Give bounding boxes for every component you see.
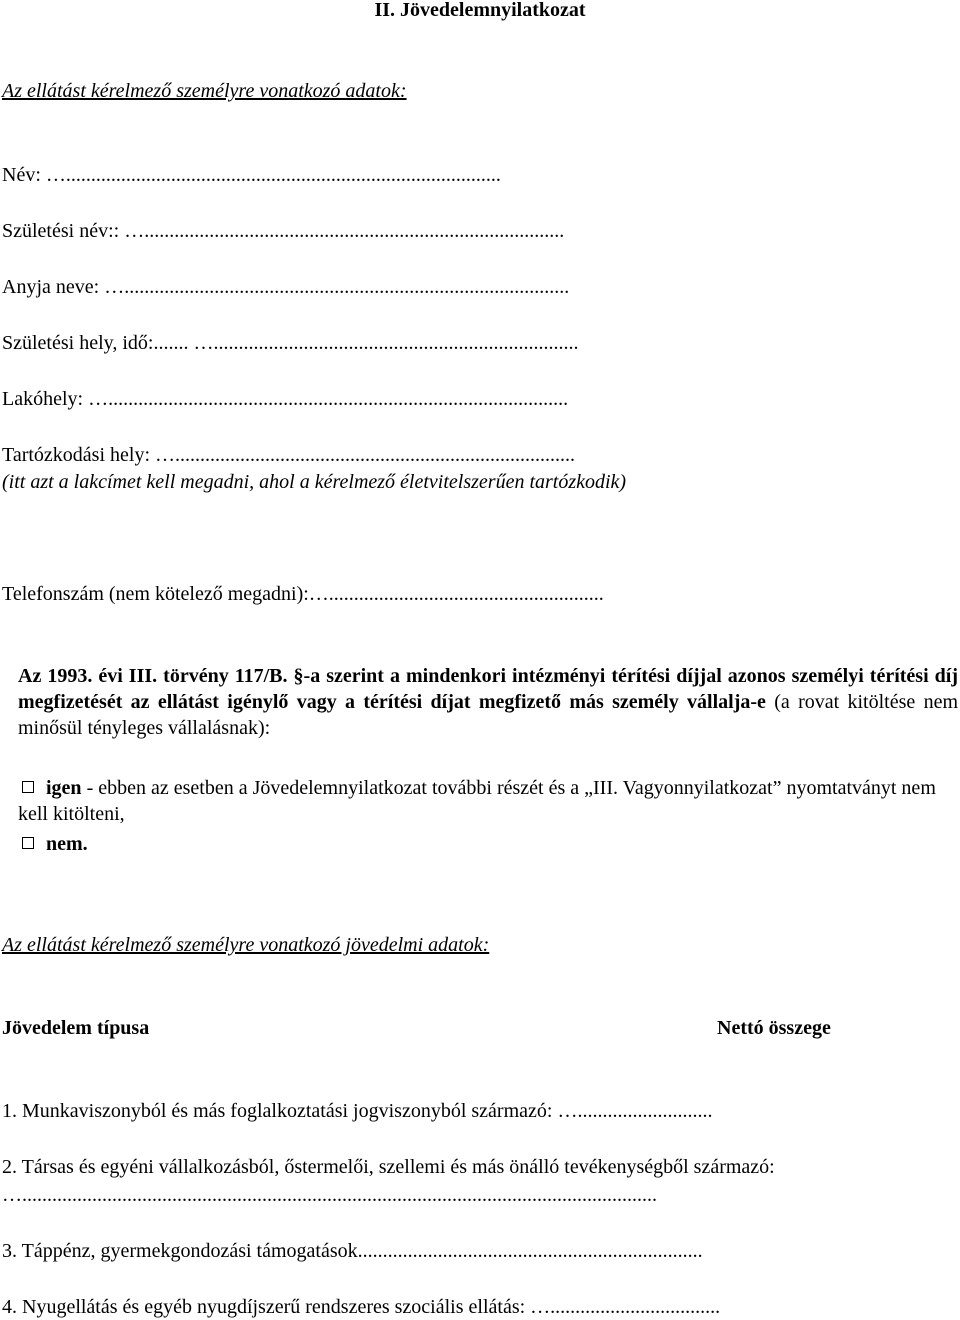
section-heading-personal-data: Az ellátást kérelmező személyre vonatkozó adatok:	[2, 80, 407, 102]
income-item-sick-pay: 3. Táppénz, gyermekgondozási támogatások.....................................................................	[2, 1240, 703, 1262]
field-birth-name: Születési név:: …....................................................................................	[2, 220, 565, 242]
field-mother-name: Anyja neve: ….........................................................................................	[2, 276, 570, 298]
column-income-type: Jövedelem típusa	[2, 1017, 150, 1039]
option-no-label: nem.	[46, 833, 88, 855]
option-yes-label: igen	[46, 777, 82, 799]
field-name: Név: ….......................................................................................	[2, 164, 501, 186]
field-birth-place-date: Születési hely, idő:....... ….........................................................................	[2, 332, 579, 354]
field-phone: Telefonszám (nem kötelező megadni):….......................................................	[2, 583, 604, 605]
field-residence: Lakóhely: …............................................................................................	[2, 388, 569, 410]
income-item-employment: 1. Munkaviszonyból és más foglalkoztatási jogviszonyból származó: …...........................	[2, 1100, 713, 1122]
income-item-enterprise-dots: …...............................................................................................................................	[2, 1184, 657, 1206]
declaration-bold-text: Az 1993. évi III. törvény 117/B. §-a szerint a mindenkori intézményi térítési díjjal azonos személyi térítési díj megfizetését az ellátást igénylő vagy a térítési díjat megfizető más személy vállalja-e	[18, 665, 958, 713]
field-temporary-residence: Tartózkodási hely: …................................................................................	[2, 444, 575, 466]
income-item-pension: 4. Nyugellátás és egyéb nyugdíjszerű rendszeres szociális ellátás: …..................................	[2, 1296, 721, 1318]
option-yes	[18, 775, 958, 827]
income-item-enterprise: 2. Társas és egyéni vállalkozásból, őstermelői, szellemi és más önálló tevékenységből származó:	[2, 1156, 775, 1178]
option-no	[18, 831, 958, 857]
option-yes-description: - ebben az esetben a Jövedelemnyilatkozat további részét és a „III. Vagyonnyilatkozat” nyomtatványt nem kell kitölteni,	[18, 777, 936, 825]
declaration-paragraph	[18, 663, 958, 741]
residence-note: (itt azt a lakcímet kell megadni, ahol a kérelmező életvitelszerűen tartózkodik)	[2, 471, 627, 493]
section-heading-income-data: Az ellátást kérelmező személyre vonatkozó jövedelmi adatok:	[2, 934, 490, 956]
column-net-amount: Nettó összege	[717, 1017, 831, 1039]
checkbox-yes[interactable]	[22, 781, 34, 793]
page-title: II. Jövedelemnyilatkozat	[374, 0, 586, 21]
declaration-note: (a rovat kitöltése nem minősül tényleges vállalásnak):	[18, 691, 959, 739]
checkbox-no[interactable]	[22, 837, 34, 849]
